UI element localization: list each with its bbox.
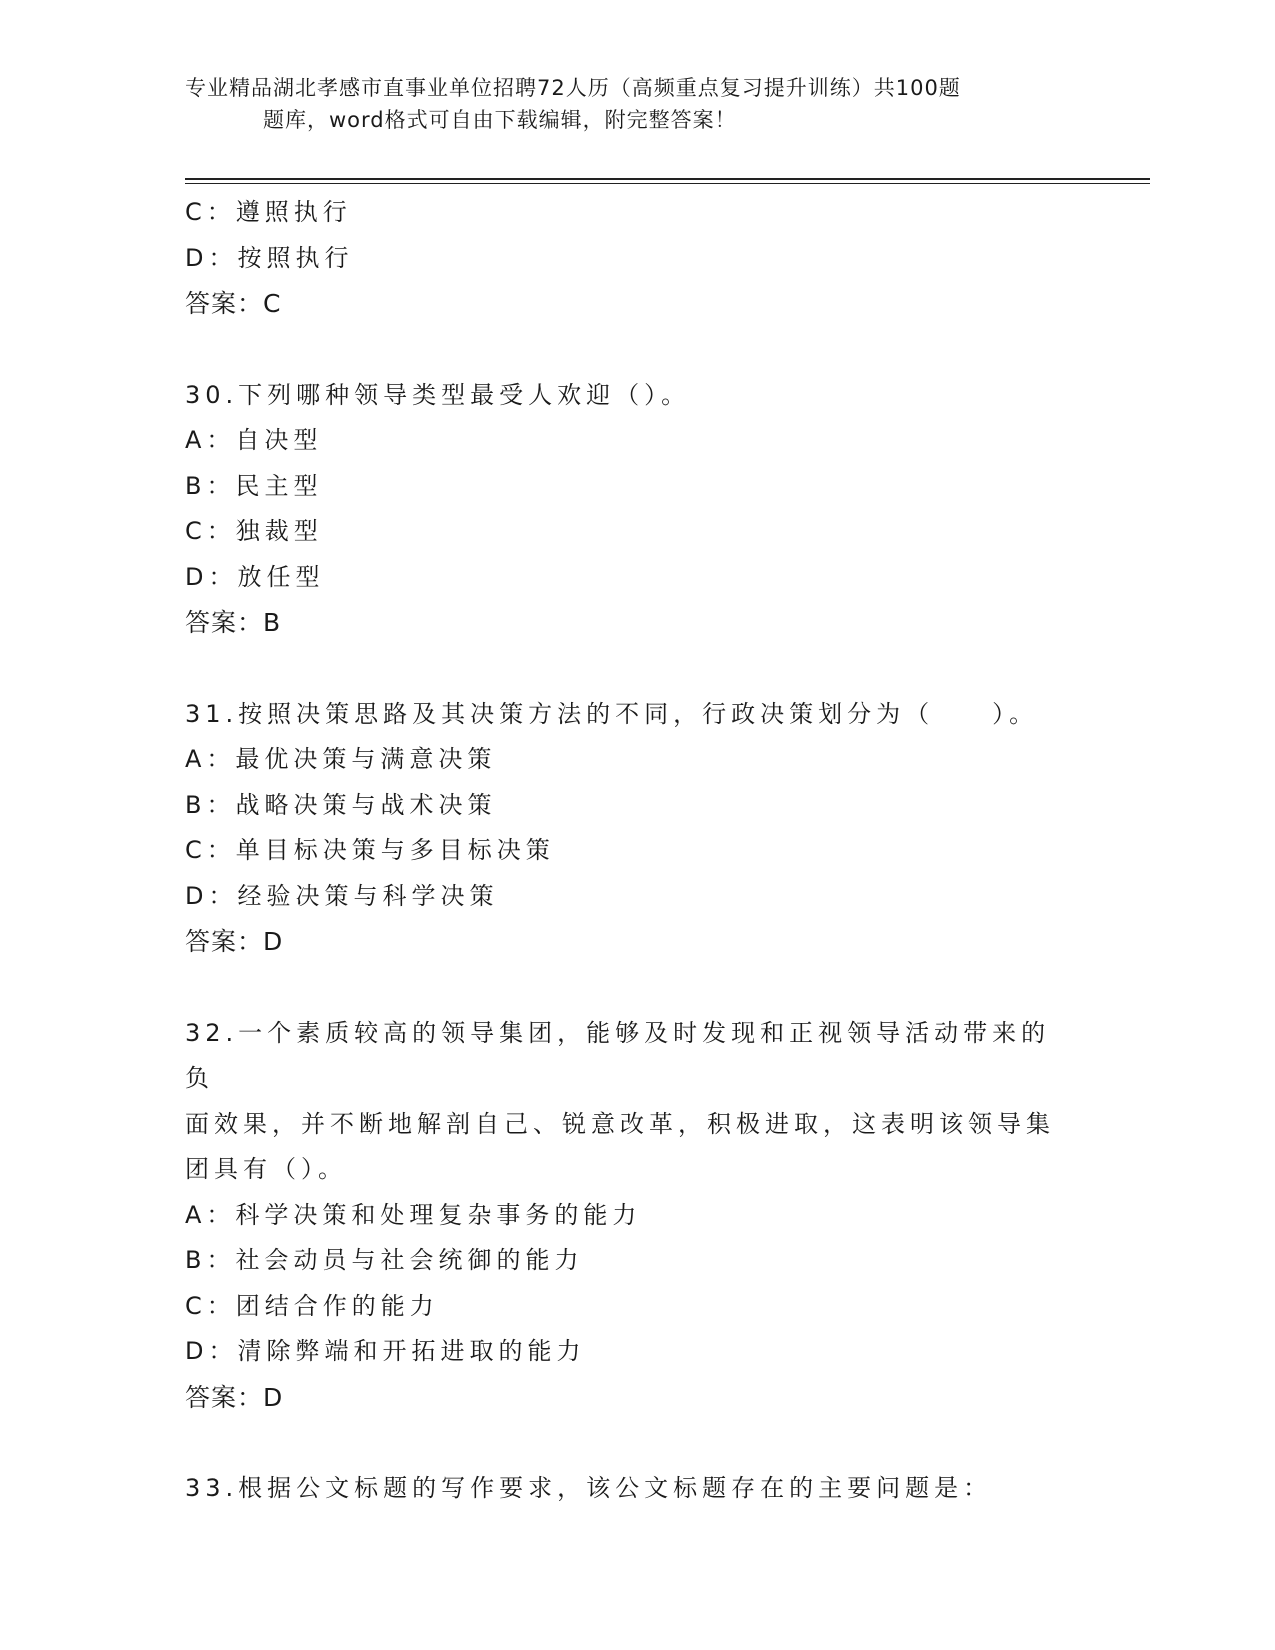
question-stem: 30.下列哪种领导类型最受人欢迎（）。 bbox=[185, 380, 691, 409]
question-stem-line-1: 32.一个素质较高的领导集团，能够及时发现和正视领导活动带来的负 bbox=[185, 1018, 1051, 1092]
answer: 答案：D bbox=[185, 1382, 284, 1412]
option-b: B：社会动员与社会统御的能力 bbox=[185, 1246, 584, 1274]
option-a: A：科学决策和处理复杂事务的能力 bbox=[185, 1200, 642, 1229]
option-c: C：遵照执行 bbox=[185, 198, 352, 226]
option-c: C：团结合作的能力 bbox=[185, 1291, 439, 1320]
header-line-2: 题库，word格式可自由下载编辑，附完整答案！ bbox=[263, 108, 737, 132]
question-30 bbox=[185, 373, 1075, 646]
option-a: A：最优决策与满意决策 bbox=[185, 745, 497, 773]
option-d: D：按照执行 bbox=[185, 243, 354, 272]
header-divider-thin bbox=[185, 183, 1150, 184]
question-31 bbox=[185, 692, 1075, 965]
question-stem-line-2: 面效果，并不断地解剖自己、锐意改革，积极进取，这表明该领导集 bbox=[185, 1109, 1055, 1138]
question-stem: 33.根据公文标题的写作要求，该公文标题存在的主要问题是： bbox=[185, 1474, 993, 1502]
answer: 答案：D bbox=[185, 927, 284, 956]
option-a: A：自决型 bbox=[185, 426, 323, 454]
previous-question-tail bbox=[185, 190, 1075, 327]
answer: 答案：C bbox=[185, 289, 282, 318]
option-d: D：经验决策与科学决策 bbox=[185, 881, 499, 910]
question-stem-line-3: 团具有（）。 bbox=[185, 1155, 347, 1183]
option-d: D：放任型 bbox=[185, 562, 325, 591]
option-b: B：民主型 bbox=[185, 471, 323, 500]
question-32 bbox=[185, 1011, 1075, 1421]
option-d: D：清除弊端和开拓进取的能力 bbox=[185, 1337, 586, 1365]
question-stem: 31.按照决策思路及其决策方法的不同，行政决策划分为（ ）。 bbox=[185, 699, 1039, 728]
option-c: C：单目标决策与多目标决策 bbox=[185, 836, 555, 864]
document-header bbox=[185, 72, 1065, 136]
header-line-1: 专业精品湖北孝感市直事业单位招聘72人历（高频重点复习提升训练）共100题 bbox=[185, 76, 961, 100]
answer: 答案：B bbox=[185, 608, 282, 637]
option-b: B：战略决策与战术决策 bbox=[185, 790, 497, 819]
header-divider bbox=[185, 178, 1150, 180]
option-c: C：独裁型 bbox=[185, 517, 323, 545]
question-list bbox=[185, 190, 1075, 1512]
question-33 bbox=[185, 1466, 1075, 1512]
